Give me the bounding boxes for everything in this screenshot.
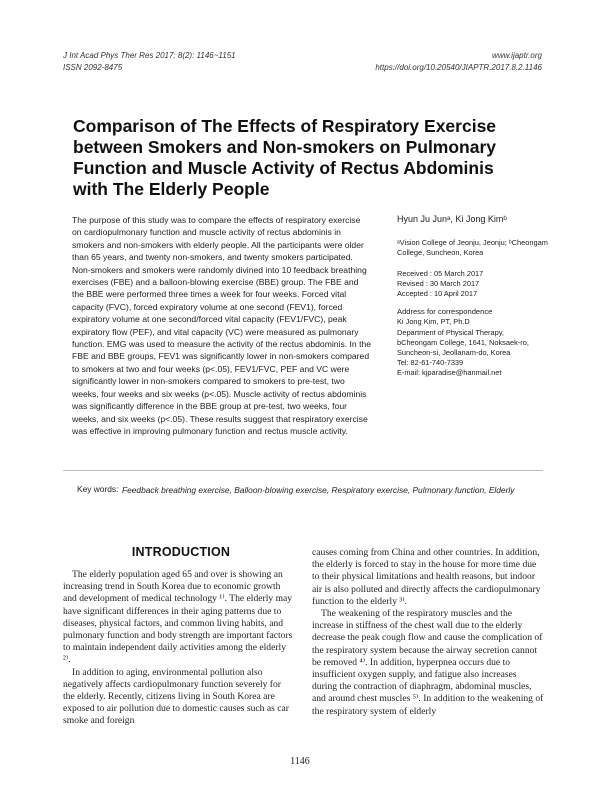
correspondence-line: Department of Physical Therapy, [397,327,504,337]
received-date: Received : 05 March 2017 [397,268,484,278]
running-header-right [375,50,542,74]
section-divider [63,470,543,471]
body-paragraph: The elderly population aged 65 and over is showing an increasing trend in South Korea due to economic growth and development of medical technology ¹⁾. The elderly may have significant differences in their aging patterns due to diseases, physical factors, and common living habits, and pulmonary function and body strength are important factors to maintain independent daily activities among the elderly ²⁾. [63,569,293,666]
body-paragraph: In addition to aging, environmental pollution also negatively affects cardiopulmonary function severely for the elderly. Recently, citizens living in South Korea are exposed to air pollution due to domestic causes such as car smoke and foreign [63,666,289,727]
page-number: 1146 [290,756,310,767]
correspondence-line: Ki Jong Kim, PT, Ph.D [397,317,470,327]
journal-citation: J Int Acad Phys Ther Res 2017; 8(2): 1146~1151 [63,51,236,60]
doi-link[interactable]: https://doi.org/10.20540/JIAPTR.2017.8.2.1146 [375,63,542,72]
body-paragraph: The weakening of the respiratory muscles and the increase in stiffness of the chest wall due to the elderly decrease the peak cough flow and cause the complication of the respiratory system because the airway secretion cannot be removed ⁴⁾. In addition, hyperpnea occurs due to insufficient oxygen supply, and fatigue also increases during the contraction of diaphragm, abdominal muscles, and around chest muscles ⁵⁾. In addition to the weakening of the respiratory system of elderly [312,608,544,717]
body-column-right [312,547,544,718]
accepted-date: Accepted : 10 April 2017 [397,289,478,299]
correspondence-heading: Address for correspondence [397,307,493,317]
body-paragraph: causes coming from China and other countries. In addition, the elderly is forced to stay in the house for more time due to their physical limitations and health reasons, but indoor air is also polluted and directly affects the cardiopulmonary function to the elderly ³⁾. [312,547,541,607]
issn: ISSN 2092-8475 [63,63,123,72]
article-dates [397,269,552,300]
paper-title: Comparison of The Effects of Respiratory Exercise between Smokers and Non-smokers on Pulmonary Function and Muscle Activity of Rectus Abdominis with The Elderly People [73,116,497,199]
affiliation: ᵃVision College of Jeonju, Jeonju; ᵇCheongam College, Suncheon, Korea [397,238,548,258]
correspondence-email[interactable]: E-mail: kjparadise@hanmail.net [397,368,502,378]
section-heading-introduction: INTRODUCTION [131,545,231,559]
body-column-left [63,569,295,728]
revised-date: Revised : 30 March 2017 [397,278,480,288]
abstract: The purpose of this study was to compare the effects of respiratory exercise on cardiopulmonary function and muscle activity of rectus abdominis in smokers and non-smokers with elderly people. All the participants were older than 65 years, and twenty non-smokers, and twenty smokers participated. Non-smokers and smokers were randomly divined into 10 feedback breathing exercises (FBE) and a balloon-blowing exercise (BBE) group. The FBE and the BBE were performed three times a week for four weeks. Forced vital capacity (FVC), forced expiratory volume at one second (FEV1), forced expiratory volume at one second/forced vital capacity (FEV1/FVC), peak expiratory flow (PEF), and vital capacity (VC) were measured as pulmonary function. EMG was used to measure the activity of the rectus abdominis. In the FBE and BBE groups, FEV1 was significantly lower in non-smokers compared to smokers at two and four weeks (p<.05), FEV1/FVC, PEF and VC were significantly lower in non-smokers compared to smokers to pre-test, two weeks, four weeks and six weeks (p<.05). Muscle activity of rectus abdominis was significantly difference in the BBE group at pre-test, two weeks, four weeks, and six weeks (p<.05). These results suggest that respiratory exercise was effective in improving pulmonary function and rectus muscle activity. [72,215,372,436]
keywords-label: Key words: [77,484,119,494]
correspondence-line: Tel: 82-61-740-7339 [397,358,464,368]
keywords: Feedback breathing exercise, Balloon-blowing exercise, Respiratory exercise, Pulmonary function, Elderly [122,485,515,495]
author-info [397,214,552,379]
author-names: Hyun Ju Junᵃ, Ki Jong Kimᵇ [397,214,507,224]
correspondence-line: Suncheon-si, Jeollanam-do, Korea [397,348,511,358]
correspondence-line: bCheongam College, 1641, Noksaek-ro, [397,337,529,347]
running-header-left [63,50,236,74]
journal-website[interactable]: www.ijaptr.org [492,51,542,60]
